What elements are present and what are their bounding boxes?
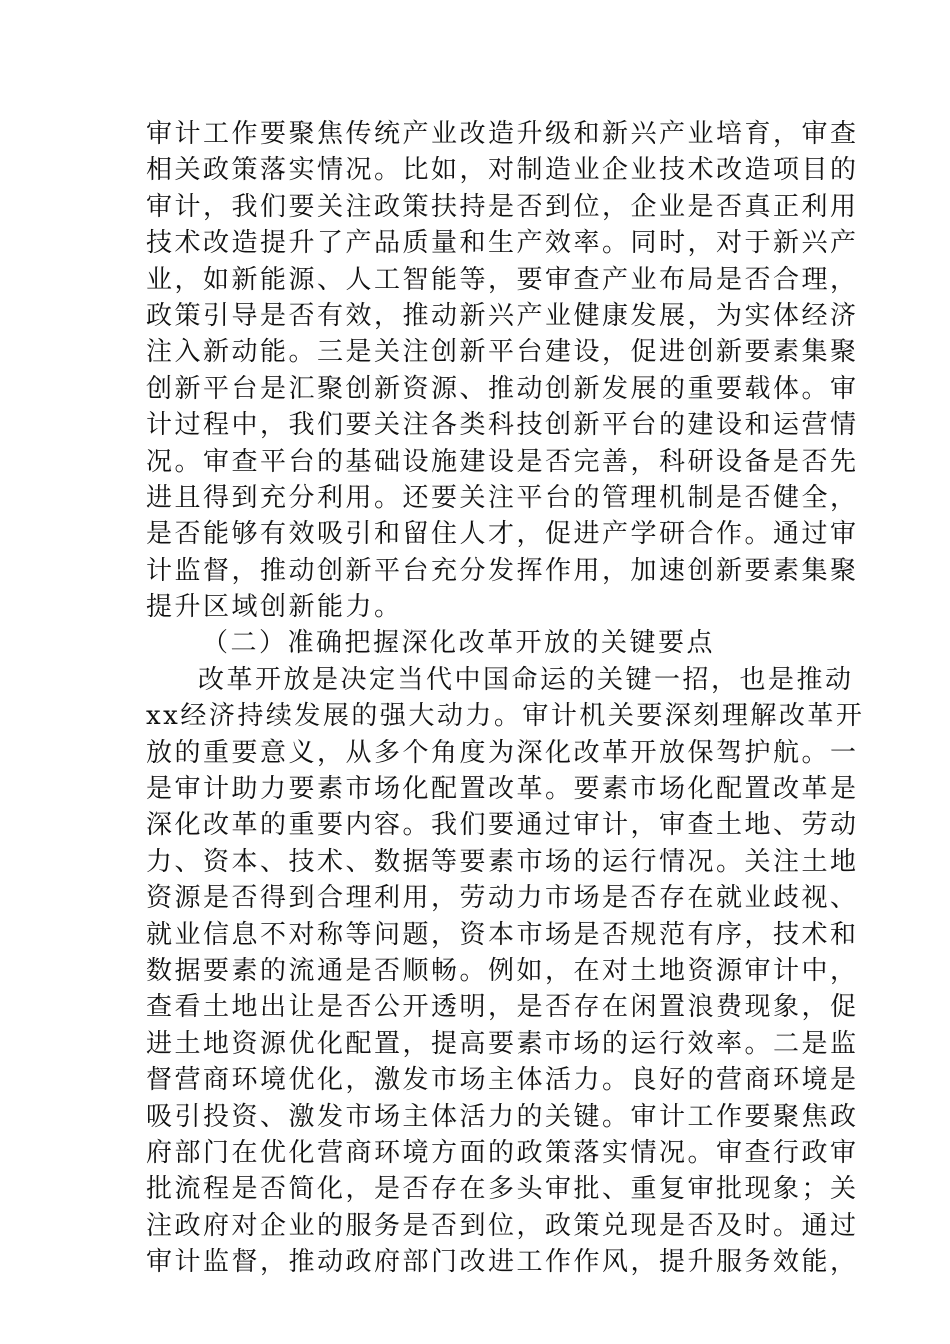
text-line: 相关政策落实情况。比如，对制造业企业技术改造项目的: [146, 155, 859, 186]
text-line: 深化改革的重要内容。我们要通过审计，审查土地、劳动: [146, 810, 859, 841]
text-line: 计过程中，我们要关注各类科技创新平台的建设和运营情: [146, 410, 859, 441]
text-line: 注入新动能。三是关注创新平台建设，促进创新要素集聚: [146, 337, 859, 368]
section-heading: （二）准确把握深化改革开放的关键要点: [202, 628, 716, 659]
text-line: 批流程是否简化，是否存在多头审批、重复审批现象；关: [146, 1174, 859, 1205]
text-line: 查看土地出让是否公开透明，是否存在闲置浪费现象，促: [146, 992, 859, 1023]
text-line: 审计工作要聚焦传统产业改造升级和新兴产业培育，审查: [146, 119, 859, 149]
document-body: [146, 116, 865, 1281]
text-line: 进且得到充分利用。还要关注平台的管理机制是否健全，: [146, 482, 859, 513]
text-line: 督营商环境优化，激发市场主体活力。良好的营商环境是: [146, 1065, 859, 1096]
text-line: 数据要素的流通是否顺畅。例如，在对土地资源审计中，: [146, 955, 859, 986]
text-line: 进土地资源优化配置，提高要素市场的运行效率。二是监: [146, 1028, 859, 1059]
text-line: 业，如新能源、人工智能等，要审查产业布局是否合理，: [146, 264, 859, 295]
text-line: 注政府对企业的服务是否到位，政策兑现是否及时。通过: [146, 1210, 859, 1241]
text-line: 放的重要意义，从多个角度为深化改革开放保驾护航。一: [146, 737, 859, 768]
text-line: 政策引导是否有效，推动新兴产业健康发展，为实体经济: [146, 300, 859, 331]
text-line: 审计，我们要关注政策扶持是否到位，企业是否真正利用: [146, 191, 859, 222]
text-line: 计监督，推动创新平台充分发挥作用，加速创新要素集聚: [146, 555, 859, 586]
text-line: 资源是否得到合理利用，劳动力市场是否存在就业歧视、: [146, 883, 859, 914]
text-line: 就业信息不对称等问题，资本市场是否规范有序，技术和: [146, 919, 859, 950]
text-line: 是否能够有效吸引和留住人才，促进产学研合作。通过审: [146, 519, 859, 550]
text-line: 审计监督，推动政府部门改进工作作风，提升服务效能，: [146, 1247, 859, 1278]
text-line: 况。审查平台的基础设施建设是否完善，科研设备是否先: [146, 446, 859, 477]
text-line: 提升区域创新能力。: [146, 592, 403, 623]
paragraph-first-line: 改革开放是决定当代中国命运的关键一招，也是推动: [198, 664, 854, 695]
text-line: 力、资本、技术、数据等要素市场的运行情况。关注土地: [146, 846, 859, 877]
text-line: 技术改造提升了产品质量和生产效率。同时，对于新兴产: [146, 228, 859, 259]
text-line: xx经济持续发展的强大动力。审计机关要深刻理解改革开: [146, 701, 865, 732]
text-line: 创新平台是汇聚创新资源、推动创新发展的重要载体。审: [146, 373, 859, 404]
text-line: 是审计助力要素市场化配置改革。要素市场化配置改革是: [146, 774, 859, 805]
text-line: 吸引投资、激发市场主体活力的关键。审计工作要聚焦政: [146, 1101, 859, 1132]
text-line: 府部门在优化营商环境方面的政策落实情况。审查行政审: [146, 1137, 859, 1168]
